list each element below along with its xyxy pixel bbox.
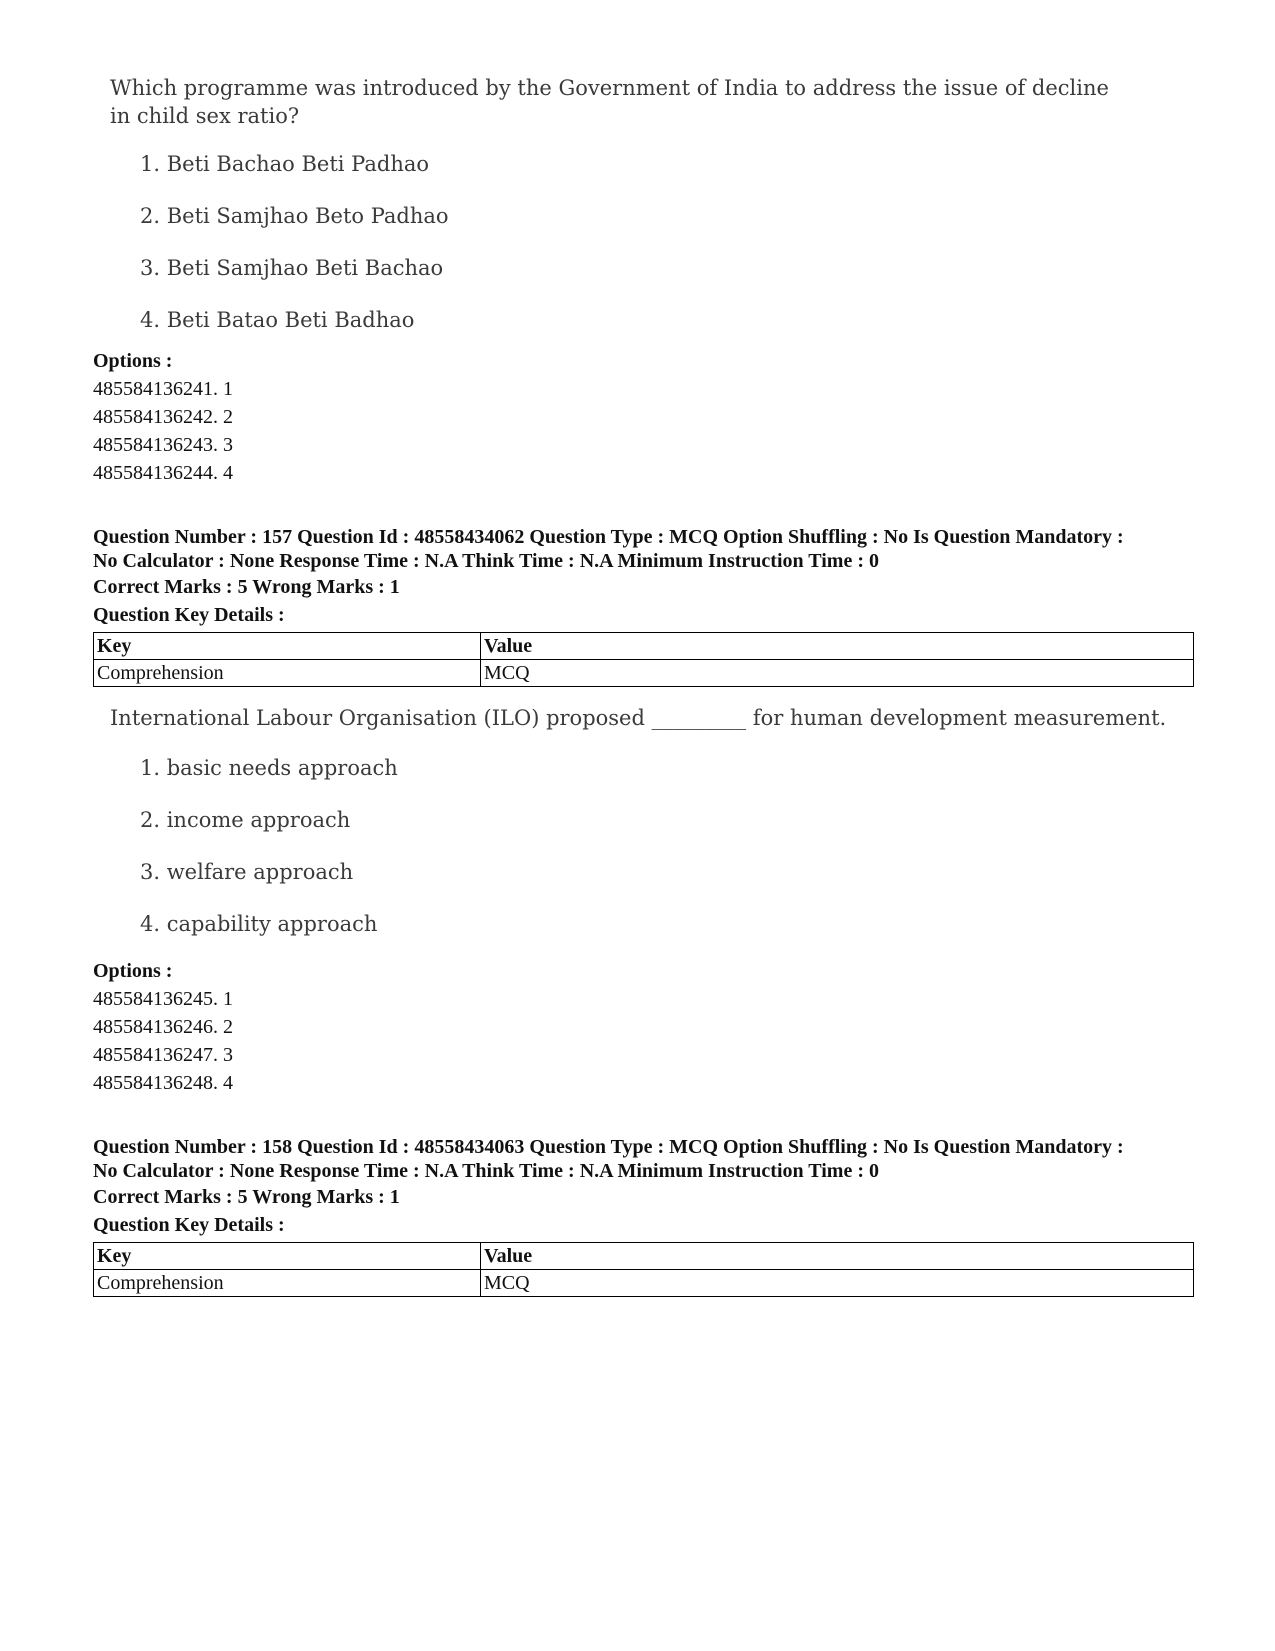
meta-line: Question Number : 157 Question Id : 48558434062 Question Type : MCQ Option Shuffling : No Is Question Mandatory : (93, 526, 1124, 548)
question-text-part: International Labour Organisation (ILO) proposed (110, 706, 645, 730)
option-line: 485584136245. 1 (93, 988, 233, 1010)
question-157-marks: Correct Marks : 5 Wrong Marks : 1 (93, 576, 400, 598)
table-header-key: Key (94, 1243, 481, 1270)
option-line: 485584136246. 2 (93, 1016, 233, 1038)
table-cell-key: Comprehension (94, 1270, 481, 1297)
meta-line: Question Number : 158 Question Id : 48558434063 Question Type : MCQ Option Shuffling : No Is Question Mandatory : (93, 1136, 1124, 1158)
choice-item: 4. Beti Batao Beti Badhao (140, 308, 415, 332)
choice-item: 2. Beti Samjhao Beto Padhao (140, 204, 449, 228)
choice-item: 1. Beti Bachao Beti Padhao (140, 152, 430, 176)
table-row (94, 1270, 1194, 1297)
option-line: 485584136241. 1 (93, 378, 233, 400)
choice-item: 1. basic needs approach (140, 756, 398, 780)
table-header-row (94, 1243, 1194, 1270)
options-heading: Options : (93, 350, 173, 372)
meta-line: No Calculator : None Response Time : N.A Think Time : N.A Minimum Instruction Time : 0 (93, 550, 879, 572)
meta-line: No Calculator : None Response Time : N.A Think Time : N.A Minimum Instruction Time : 0 (93, 1160, 879, 1182)
question-157-image (110, 704, 1167, 944)
question-157-meta (93, 525, 1203, 573)
table-cell-key: Comprehension (94, 660, 481, 687)
question-158-key-table (93, 1242, 1194, 1297)
choice-item: 3. Beti Samjhao Beti Bachao (140, 256, 444, 280)
table-header-value: Value (481, 1243, 1194, 1270)
question-156-image (110, 74, 1130, 344)
option-line: 485584136248. 4 (93, 1072, 233, 1094)
question-157-key-details-label: Question Key Details : (93, 604, 285, 626)
options-heading: Options : (93, 960, 173, 982)
option-line: 485584136247. 3 (93, 1044, 233, 1066)
choice-item: 4. capability approach (140, 912, 378, 936)
question-158-marks: Correct Marks : 5 Wrong Marks : 1 (93, 1186, 400, 1208)
table-cell-value: MCQ (481, 1270, 1194, 1297)
question-157-key-table (93, 632, 1194, 687)
option-line: 485584136243. 3 (93, 434, 233, 456)
question-158-key-details-label: Question Key Details : (93, 1214, 285, 1236)
question-158-meta (93, 1135, 1203, 1183)
table-header-key: Key (94, 633, 481, 660)
option-line: 485584136244. 4 (93, 462, 233, 484)
choice-item: 3. welfare approach (140, 860, 354, 884)
question-156-text: Which programme was introduced by the Government of India to address the issue of decline in child sex ratio? (110, 76, 1109, 128)
table-row (94, 660, 1194, 687)
answer-blank: _________ (651, 706, 747, 730)
table-header-value: Value (481, 633, 1194, 660)
choice-item: 2. income approach (140, 808, 351, 832)
table-header-row (94, 633, 1194, 660)
question-text-part: for human development measurement. (752, 706, 1167, 730)
table-cell-value: MCQ (481, 660, 1194, 687)
question-157-text (110, 704, 1167, 732)
option-line: 485584136242. 2 (93, 406, 233, 428)
